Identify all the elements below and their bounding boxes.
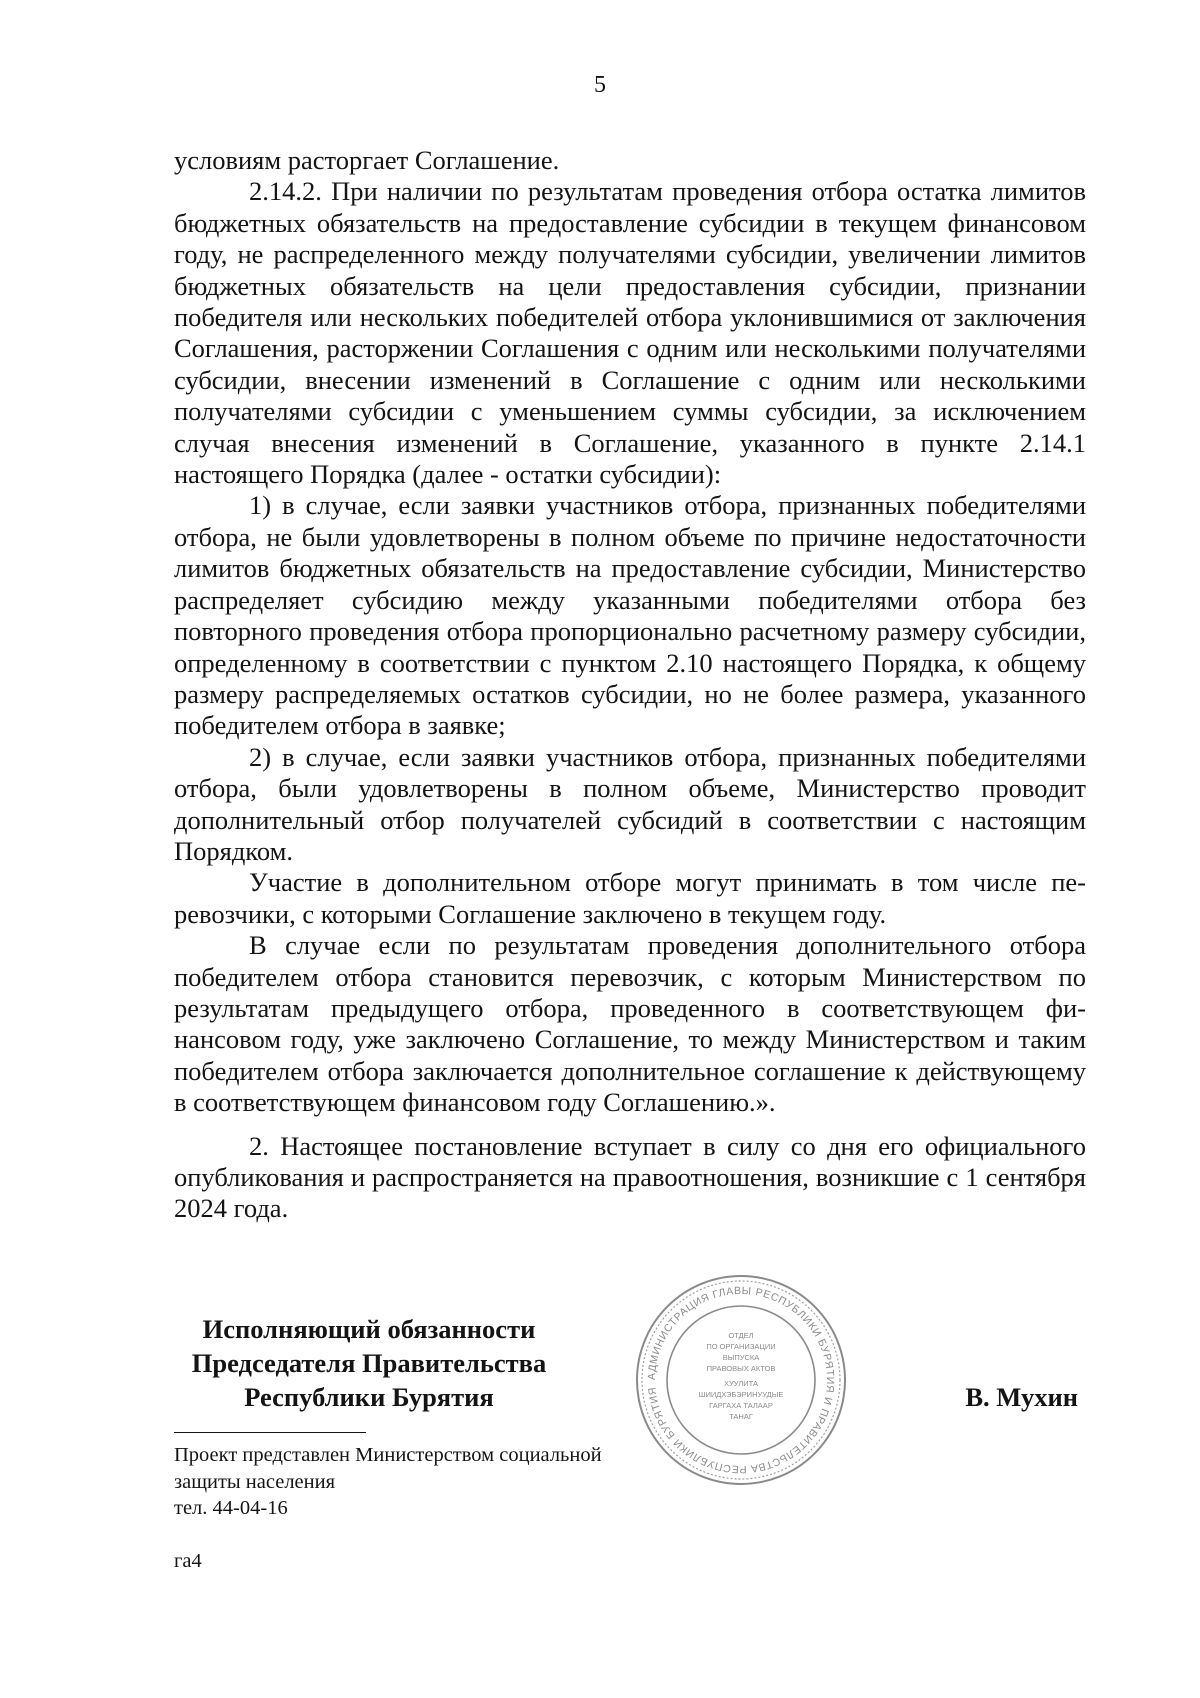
footnote xyxy=(174,1442,694,1522)
stamp-line: ГАРГАХА ТАЛААР xyxy=(709,1401,773,1410)
signatory-title-line: Председателя Правительства xyxy=(191,1348,547,1378)
signatory-title-line: Исполняющий обязанности xyxy=(202,1314,536,1344)
stamp-ring-text: АДМИНИСТРАЦИЯ ГЛАВЫ РЕСПУБЛИКИ БУРЯТИЯ И ПРАВИТЕЛЬСТВА РЕСПУБЛИКИ БУРЯТИЯ xyxy=(645,1284,837,1476)
footnote-line: Проект представлен Министерством социальной xyxy=(174,1444,602,1466)
signatory-title xyxy=(174,1312,564,1414)
stamp-line: ПРАВОВЫХ АКТОВ xyxy=(706,1364,776,1373)
stamp-line: ВЫПУСКА xyxy=(722,1353,760,1362)
signatory-name: В. Мухин xyxy=(965,1382,1078,1412)
footnote-divider xyxy=(174,1432,366,1433)
paragraph-item-1: 1) в случае, если заявки участников отбора, признанных победителями отбора, не были удовлетворены в полном объеме по причине недостаточности лимитов бюджетных обязательств на предоставление субсидии, Министерство распределяет субсидию между указанными победителями отбора без повторного проведения отбора пропорционально расчетному размеру субсидии, определенному в соответствии с пунктом 2.10 настоящего Порядка, к общему размеру распределяемых остатков субсидии, но не более размера, указанного победителем отбора в заявке; xyxy=(174,490,1086,741)
paragraph-entry-into-force: 2. Настоящее постановление вступает в силу со дня его официального опубликования и распространяется на правоотношения, возникшие с 1 сентября 2024 года. xyxy=(174,1130,1086,1224)
stamp-line: ТАНАГ xyxy=(729,1412,753,1421)
paragraph-additional-selection: Участие в дополнительном отборе могут принимать в том числе перевозчики, с которыми Соглашение заключено в текущем году. xyxy=(174,867,1086,929)
document-body xyxy=(174,145,1086,1225)
footnote-line: защиты населения xyxy=(174,1470,336,1493)
document-code: га4 xyxy=(174,1550,202,1572)
stamp-line: ШИИДХЭБЭРИНУУДЫЕ xyxy=(698,1390,784,1399)
signatory-title-line: Республики Бурятия xyxy=(244,1382,494,1412)
paragraph-winner-carrier: В случае если по результатам проведения дополнительного отбора победителем отбора становится перевозчик, с которым Министерством по результатам предыдущего отбора, проведенного в соответствующем финансовом году, уже заключено Соглашение, то между Министерством и таким победителем отбора заключается дополнительное соглашение к действующему в соответствующем финансовом году Соглашению.». xyxy=(174,930,1086,1118)
paragraph-item-2: 2) в случае, если заявки участников отбора, признанных победителями отбора, были удовлетворены в полном объеме, Министерство проводит дополнительный отбор получателей субсидий в соответствии с настоящим Порядком. xyxy=(174,741,1086,866)
stamp-line: ПО ОРГАНИЗАЦИИ xyxy=(706,1342,776,1351)
paragraph-2-14-2: 2.14.2. При наличии по результатам проведения отбора остатка лимитов бюджетных обязательств на предоставление субсидии в текущем финансовом году, не распределенного между получателями субсидии, увеличении лимитов бюджетных обязательств на цели предоставления субсидии, признании победителя или нескольких победителей отбора уклонившимися от заключения Соглашения, расторжении Соглашения с одним или несколькими получателями субсидии, внесении изменений в Соглашение с одним или несколькими получателями субсидии с уменьшением суммы субсидии, за исключением случая внесения изменений в Соглашение, указанного в пункте 2.14.1 настоящего Порядка (далее - остатки субсидии): xyxy=(174,176,1086,490)
page-number: 5 xyxy=(594,72,606,98)
stamp-line: ОТДЕЛ xyxy=(728,1331,754,1340)
paragraph-continuation: условиям расторгает Соглашение. xyxy=(174,145,560,175)
stamp-line: ХУУЛИТА xyxy=(724,1379,758,1388)
footnote-line: тел. 44-04-16 xyxy=(174,1497,288,1519)
